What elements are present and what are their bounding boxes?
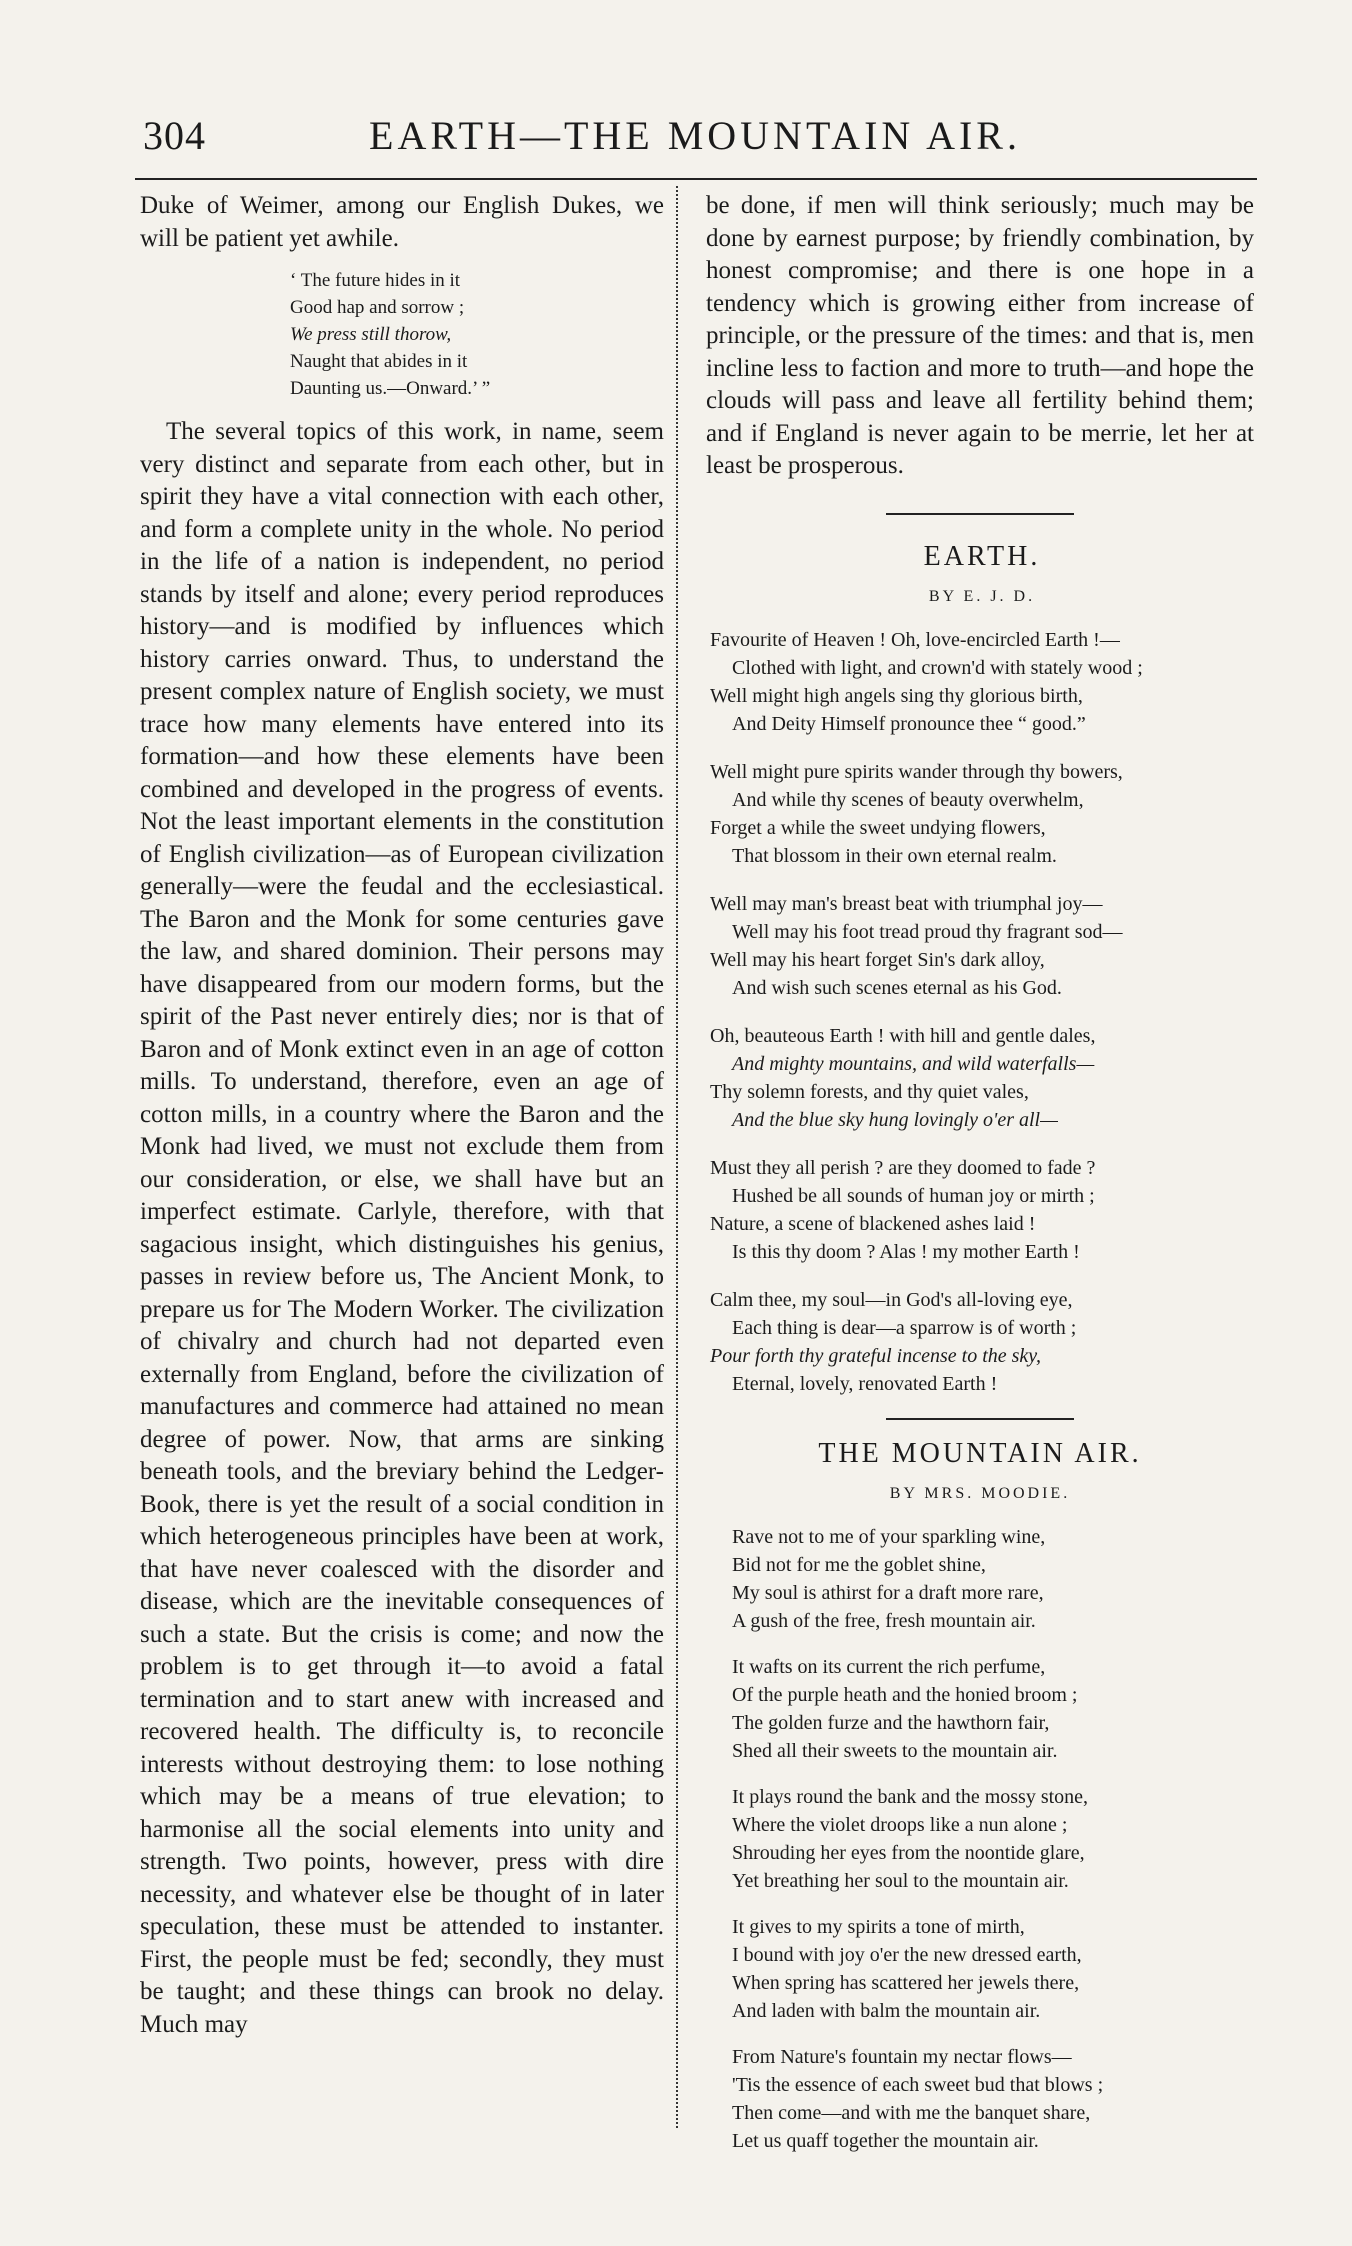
- verse-line: It gives to my spirits a tone of mirth,: [732, 1915, 1025, 1938]
- verse-line: Forget a while the sweet undying flowers,: [710, 816, 1046, 839]
- body-paragraph: The several topics of this work, in name, seem very distinct and separate from each other, but in spirit they have a vital connection with each other, and form a complete unity in the whole. No period in the life of a nation is independent, no period stands by itself and alone; every period reproduces history—and is modified by influences which history carries onward. Thus, to understand the present complex nature of English society, we must trace how many elements have entered into its formation—and how these elements have been combined and developed in the progress of events. Not the least important elements in the constitution of English civilization—as of European civilization generally—were the feudal and the ecclesiastical. The Baron and the Monk for some centuries gave the law, and shared dominion. Their persons may have disappeared from our modern forms, but the spirit of the Past never entirely dies; nor is that of Baron and of Monk extinct even in an age of cotton mills. To understand, therefore, even an age of cotton mills, in a country where the Baron and the Monk had lived, we must not exclude them from our consideration, or else, we shall have but an imperfect estimate. Carlyle, therefore, with that sagacious insight, which distinguishes his genius, passes in review before us, The Ancient Monk, to prepare us for The Modern Worker. The civilization of chivalry and church had not departed even externally from England, before the civilization of manufactures and commerce had attained no mean degree of power. Now, that arms are sinking beneath tools, and the breviary behind the Ledger-Book, there is yet the result of a social condition in which heterogeneous principles have been at work, that have never coalesced with the disorder and disease, which are the inevitable consequences of such a state. But the crisis is come; and now the problem is to get through it—to avoid a fatal termination and to start anew with increased and recovered health. The difficulty is, to reconcile interests without destroying them: to lose nothing which may be a means of true elevation; to harmonise all the social elements into unity and strength. Two points, however, press with dire necessity, and whatever else be thought of in later speculation, these must be attended to instanter. First, the people must be fed; secondly, they must be taught; and these things can brook no delay. Much may: [140, 418, 664, 2038]
- verse-line: Favourite of Heaven ! Oh, love-encircled Earth !—: [710, 628, 1120, 651]
- epigraph-line: Daunting us.—Onward.’ ”: [290, 378, 491, 399]
- verse-line: Shed all their sweets to the mountain air.: [732, 1739, 1058, 1762]
- right-column: [706, 190, 1254, 2173]
- running-title: EARTH—THE MOUNTAIN AIR.: [369, 113, 1021, 158]
- verse-line: Well may man's breast beat with triumphal joy—: [710, 892, 1103, 915]
- stanza: [732, 1653, 1254, 1765]
- stanza: [732, 1783, 1254, 1895]
- epigraph-line: Naught that abides in it: [290, 351, 468, 372]
- verse-line: Thy solemn forests, and thy quiet vales,: [710, 1080, 1029, 1103]
- poem-title: EARTH.: [923, 540, 1041, 572]
- epigraph-line: ‘ The future hides in it: [290, 270, 461, 291]
- verse-line: The golden furze and the hawthorn fair,: [732, 1711, 1050, 1734]
- stanza: [710, 890, 1254, 1002]
- verse-line: A gush of the free, fresh mountain air.: [732, 1609, 1036, 1632]
- verse-line: Clothed with light, and crown'd with stately wood ;: [732, 656, 1143, 679]
- stanza: [732, 1523, 1254, 1635]
- opening-text: Duke of Weimer, among our English Dukes, we will be patient yet awhile.: [140, 192, 664, 252]
- verse-line: Hushed be all sounds of human joy or mirth ;: [732, 1184, 1095, 1207]
- verse-line: Pour forth thy grateful incense to the sky,: [710, 1344, 1042, 1367]
- verse-line: That blossom in their own eternal realm.: [732, 844, 1057, 867]
- verse-line: It wafts on its current the rich perfume,: [732, 1655, 1046, 1678]
- verse-line: 'Tis the essence of each sweet bud that blows ;: [732, 2073, 1104, 2096]
- column-divider: [676, 186, 678, 2128]
- header-rule: [135, 178, 1257, 180]
- verse-line: Is this thy doom ? Alas ! my mother Earth !: [732, 1240, 1080, 1263]
- verse-line: Eternal, lovely, renovated Earth !: [732, 1372, 998, 1395]
- verse-line: Let us quaff together the mountain air.: [732, 2129, 1039, 2152]
- section-rule: [886, 1418, 1074, 1420]
- page-number: 304: [143, 113, 206, 158]
- verse-line: And while thy scenes of beauty overwhelm,: [732, 788, 1084, 811]
- stanza: [710, 1022, 1254, 1134]
- verse-line: Of the purple heath and the honied broom ;: [732, 1683, 1078, 1706]
- verse-line: Calm thee, my soul—in God's all-loving eye,: [710, 1288, 1073, 1311]
- left-column: [140, 190, 664, 2041]
- stanza: [710, 1154, 1254, 1266]
- verse-line: Shrouding her eyes from the noontide glare,: [732, 1841, 1085, 1864]
- verse-line: From Nature's fountain my nectar flows—: [732, 2045, 1072, 2068]
- epigraph-line: Good hap and sorrow ;: [290, 297, 465, 318]
- stanza: [710, 626, 1254, 738]
- stanza: [710, 1286, 1254, 1398]
- verse-line: It plays round the bank and the mossy stone,: [732, 1785, 1089, 1808]
- verse-line: Well might high angels sing thy glorious birth,: [710, 684, 1083, 707]
- verse-line: Well might pure spirits wander through thy bowers,: [710, 760, 1123, 783]
- verse-line: And laden with balm the mountain air.: [732, 1999, 1041, 2022]
- stanza: [732, 2043, 1254, 2155]
- stanza: [710, 758, 1254, 870]
- verse-line: Then come—and with me the banquet share,: [732, 2101, 1091, 2124]
- poem-byline: BY E. J. D.: [928, 588, 1036, 605]
- section-rule: [886, 513, 1074, 515]
- verse-line: Where the violet droops like a nun alone ;: [732, 1813, 1068, 1836]
- continuation-paragraph: be done, if men will think seriously; much may be done by earnest purpose; by friendly combination, by honest compromise; and there is one hope in a tendency which is growing either from increase of principle, or the pressure of the times: and that is, men incline less to faction and more to truth—and hope the clouds will pass and leave all fertility behind them; and if England is never again to be merrie, let her at least be prosperous.: [706, 192, 1254, 479]
- verse-line: And wish such scenes eternal as his God.: [732, 976, 1062, 999]
- verse-line: Yet breathing her soul to the mountain air.: [732, 1869, 1069, 1892]
- epigraph-line: We press still thorow,: [290, 324, 452, 345]
- verse-line: My soul is athirst for a draft more rare,: [732, 1581, 1044, 1604]
- poem-title: THE MOUNTAIN AIR.: [818, 1437, 1142, 1469]
- poem-mountain-air: [706, 1438, 1254, 2155]
- verse-line: Must they all perish ? are they doomed to fade ?: [710, 1156, 1096, 1179]
- verse-line: Each thing is dear—a sparrow is of worth ;: [732, 1316, 1077, 1339]
- verse-line: And mighty mountains, and wild waterfalls—: [732, 1052, 1095, 1075]
- verse-line: Rave not to me of your sparkling wine,: [732, 1525, 1046, 1548]
- epigraph: [290, 267, 664, 402]
- verse-line: Oh, beauteous Earth ! with hill and gentle dales,: [710, 1024, 1096, 1047]
- page-header: [135, 108, 1255, 168]
- stanza: [732, 1913, 1254, 2025]
- poem-earth: [706, 541, 1254, 1398]
- verse-line: When spring has scattered her jewels there,: [732, 1971, 1080, 1994]
- verse-line: And Deity Himself pronounce thee “ good.”: [732, 712, 1086, 735]
- verse-line: Well may his heart forget Sin's dark alloy,: [710, 948, 1045, 971]
- verse-line: And the blue sky hung lovingly o'er all—: [732, 1108, 1058, 1131]
- verse-line: Bid not for me the goblet shine,: [732, 1553, 986, 1576]
- verse-line: Nature, a scene of blackened ashes laid !: [710, 1212, 1036, 1235]
- verse-line: I bound with joy o'er the new dressed earth,: [732, 1943, 1082, 1966]
- poem-byline: BY MRS. MOODIE.: [889, 1485, 1071, 1502]
- verse-line: Well may his foot tread proud thy fragrant sod—: [732, 920, 1123, 943]
